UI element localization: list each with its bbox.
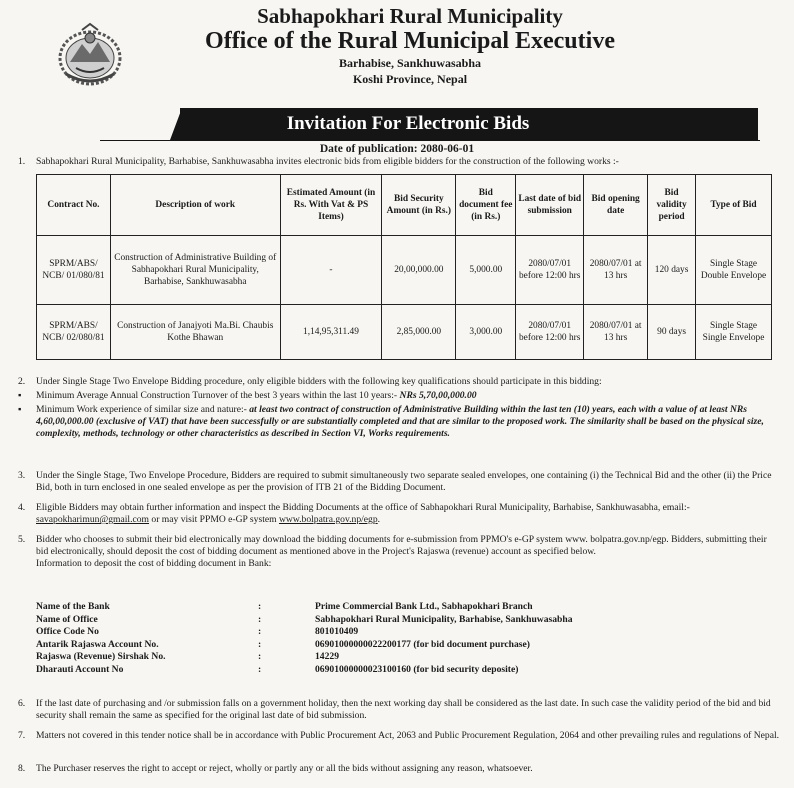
turnover-amount: NRs 5,70,00,000.00: [399, 390, 477, 401]
clause-number: 2.: [18, 376, 26, 387]
clause-text: Eligible Bidders may obtain further information and inspect the Bidding Documents at the office of Sabhapokhari Rural Municipality, Barhabise, Sankhuwasabha, email:-: [36, 502, 690, 513]
bank-label: Office Code No: [36, 626, 99, 637]
banner-underline: [100, 140, 760, 141]
cell-security: 20,00,000.00: [382, 236, 456, 305]
notice-header: [130, 4, 690, 87]
experience-prefix: Minimum Work experience of similar size and nature:-: [36, 404, 250, 415]
clause-text: Under the Single Stage, Two Envelope Procedure, Bidders are required to submit simultaneously two separate sealed envelopes, one containing (i) the Technical Bid and the other (ii) the Price Bid, both in turn enclosed in one sealed envelope as per the provision of ITB 21 of the Bidding Document.: [36, 470, 772, 493]
bank-details: [36, 601, 696, 676]
bank-value: 801010409: [315, 626, 359, 637]
bank-row: [36, 626, 696, 639]
cell-fee: 3,000.00: [456, 305, 516, 360]
column-header: Bid opening date: [584, 175, 648, 236]
cell-type: Single Stage Single Envelope: [696, 305, 772, 360]
column-header: Bid Security Amount (in Rs.): [382, 175, 456, 236]
bids-table: [36, 174, 772, 360]
bank-row: [36, 639, 696, 652]
colon: :: [258, 651, 262, 662]
clause-text: Under Single Stage Two Envelope Bidding procedure, only eligible bidders with the following key qualifications should participate in this bidding:: [36, 376, 602, 387]
bank-row: [36, 614, 696, 627]
bullet-icon: ▪: [18, 390, 22, 401]
bank-label: Dharauti Account No: [36, 663, 124, 675]
column-header: Bid validity period: [648, 175, 696, 236]
email-link[interactable]: savapokharimun@gmail.com: [36, 513, 150, 525]
cell-last-date: 2080/07/01 before 12:00 hrs: [516, 236, 584, 305]
cell-opening: 2080/07/01 at 13 hrs: [584, 305, 648, 360]
clause-5: [18, 534, 780, 570]
clause-text-middle: or may visit PPMO e-GP system: [149, 513, 279, 525]
column-header: Estimated Amount (in Rs. With Vat & PS Items): [280, 175, 382, 236]
cell-description: Construction of Janajyoti Ma.Bi. Chaubis Kothe Bhawan: [110, 305, 280, 360]
clause-text: Matters not covered in this tender notice shall be in accordance with Public Procurement Act, 2063 and Public Procurement Regulation, 2064 and other prevailing rules and regulations of Nepal.: [36, 730, 780, 741]
cell-estimated: -: [280, 236, 382, 305]
clause-text: Bidder who chooses to submit their bid electronically may download the bidding documents for e-submission from PPMO's e-GP system www. bolpatra.gov.np/egp. Bidders, submitting their bid electronically, should deposit the cost of bidding document as mentioned above in the Project's Rajaswa (revenue) account as specified below.: [36, 534, 767, 557]
colon: :: [258, 613, 262, 625]
cell-type: Single Stage Double Envelope: [696, 236, 772, 305]
column-header: Description of work: [110, 175, 280, 236]
cell-last-date: 2080/07/01 before 12:00 hrs: [516, 305, 584, 360]
column-header: Last date of bid submission: [516, 175, 584, 236]
experience-requirement: at least two contract of construction of Administrative Building within the last ten (10) years, each with a value of at least NRs 4,60,00,000.00 (exclusive of VAT) that have been successfully or are substantially completed and that are similar to the proposed work. The similarity shall be based on the physical size, complexity, methods, technology or other characteristics as described in Section VI, Works requirements.: [36, 404, 764, 439]
column-header: Contract No.: [37, 175, 111, 236]
qualification-turnover: [18, 390, 780, 402]
clause-number: 5.: [18, 534, 26, 545]
clause-text: Sabhapokhari Rural Municipality, Barhabise, Sankhuwasabha invites electronic bids from eligible bidders for the construction of the following works :-: [36, 156, 619, 167]
cell-validity: 120 days: [648, 236, 696, 305]
colon: :: [258, 601, 262, 612]
table-row: [37, 305, 772, 360]
cell-opening: 2080/07/01 at 13 hrs: [584, 236, 648, 305]
table-header-row: [37, 175, 772, 236]
clause-8: [18, 763, 780, 775]
bank-value: Sabhapokhari Rural Municipality, Barhabise, Sankhuwasabha: [315, 613, 573, 625]
clause-2: [18, 376, 780, 388]
bank-label: Antarik Rajaswa Account No.: [36, 638, 159, 650]
bank-value: Prime Commercial Bank Ltd., Sabhapokhari Branch: [315, 601, 533, 612]
cell-description: Construction of Administrative Building of Sabhapokhari Rural Municipality, Barhabise, Sankhuwasabha: [110, 236, 280, 305]
nepal-emblem-icon: [54, 18, 126, 90]
address-line-2: Koshi Province, Nepal: [352, 72, 468, 86]
bank-label: Name of Office: [36, 613, 98, 625]
table-row: [37, 236, 772, 305]
colon: :: [258, 663, 262, 675]
cell-estimated: 1,14,95,311.49: [280, 305, 382, 360]
publication-date: Date of publication: 2080-06-01: [319, 143, 475, 155]
bank-label: Rajaswa (Revenue) Sirshak No.: [36, 651, 166, 662]
clause-number: 4.: [18, 502, 26, 513]
bank-row: [36, 664, 696, 677]
clause-number: 6.: [18, 698, 26, 709]
colon: :: [258, 638, 262, 650]
clause-text: The Purchaser reserves the right to accept or reject, wholly or partly any or all the bids without assigning any reason, whatsoever.: [36, 763, 533, 774]
clause-7: [18, 730, 780, 742]
clause-text: If the last date of purchasing and /or submission falls on a government holiday, then the next working day shall be considered as the last date. In such case the validity period of the bid and bid security shall remain the same as specified for the original last date of bid submission.: [36, 698, 771, 721]
address-line-1: Barhabise, Sankhuwasabha: [338, 56, 482, 70]
clause-6: [18, 698, 780, 722]
clause-number: 3.: [18, 470, 26, 481]
egp-link[interactable]: www.bolpatra.gov.np/egp: [278, 513, 378, 525]
column-header: Bid document fee (in Rs.): [456, 175, 516, 236]
bullet-icon: ▪: [18, 404, 22, 415]
bank-value: 06901000000023100160 (for bid security deposite): [315, 663, 519, 675]
clause-4: [18, 502, 780, 526]
bank-label: Name of the Bank: [36, 601, 110, 612]
bank-row: [36, 651, 696, 664]
column-header: Type of Bid: [696, 175, 772, 236]
bank-row: [36, 601, 696, 614]
clause-text-end: .: [377, 513, 381, 525]
municipality-name: Sabhapokhari Rural Municipality: [257, 4, 563, 28]
cell-validity: 90 days: [648, 305, 696, 360]
bank-value: 06901000000022200177 (for bid document purchase): [315, 638, 530, 650]
banner-title: Invitation For Electronic Bids: [286, 113, 530, 134]
clause-3: [18, 470, 780, 494]
office-name: Office of the Rural Municipal Executive: [205, 28, 615, 54]
clause-number: 8.: [18, 763, 26, 774]
colon: :: [258, 626, 262, 637]
cell-security: 2,85,000.00: [382, 305, 456, 360]
cell-contract: SPRM/ABS/ NCB/ 01/080/81: [37, 236, 111, 305]
clause-1: [18, 156, 780, 168]
cell-contract: SPRM/ABS/ NCB/ 02/080/81: [37, 305, 111, 360]
bank-value: 14229: [315, 651, 339, 662]
turnover-text: Minimum Average Annual Construction Turnover of the best 3 years within the last 10 years:-: [36, 390, 400, 401]
cell-fee: 5,000.00: [456, 236, 516, 305]
clause-number: 1.: [18, 156, 26, 167]
qualification-experience: [18, 404, 780, 440]
clause-number: 7.: [18, 730, 26, 741]
bank-info-intro: Information to deposit the cost of bidding document in Bank:: [36, 557, 272, 569]
